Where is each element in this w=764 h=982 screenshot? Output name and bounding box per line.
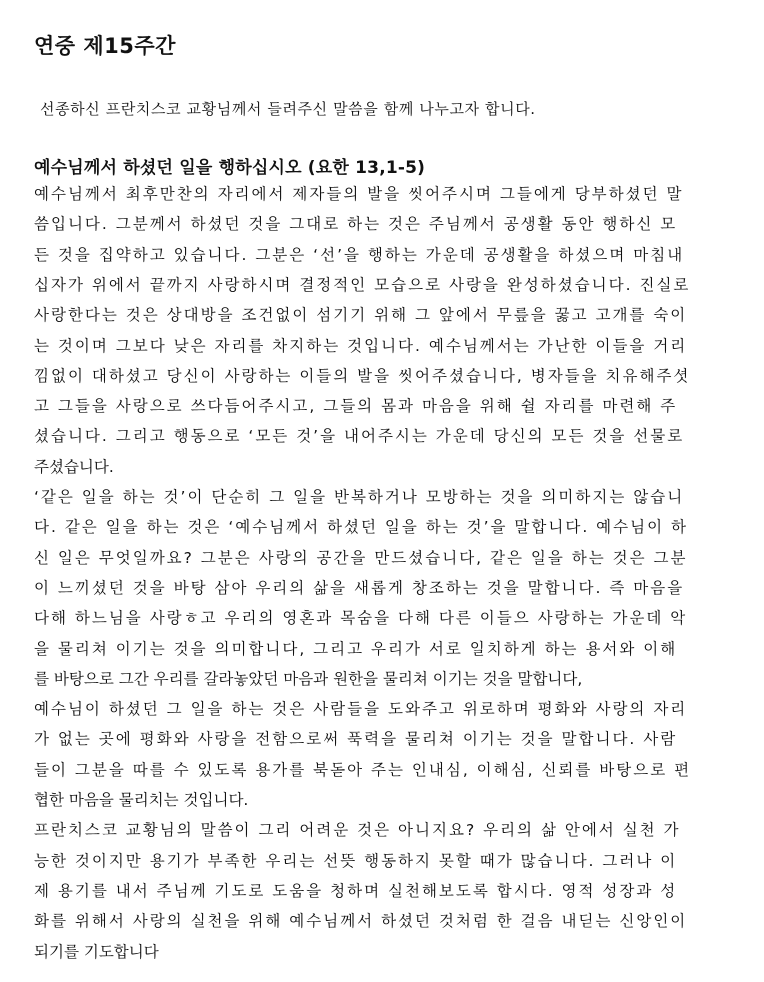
body-line: ‘같은 일을 하는 것’이 단순히 그 일을 반복하거나 모방하는 것을 의미하지는 않습니 <box>34 488 685 506</box>
body-line: 되기를 기도합니다 <box>34 942 159 961</box>
body-line: 주셨습니다. <box>34 457 114 476</box>
body-line: 다해 하느님을 사랑ㅎ고 우리의 영혼과 목숨을 다해 다른 이들으 사랑하는 가운데 악 <box>34 609 688 628</box>
body-line: 화를 위해서 사랑의 실천을 위해 예수님께서 하셨던 것처럼 한 걸음 내딛는 신앙인이 <box>34 912 688 931</box>
body-line: 프란치스코 교황님의 말씀이 그리 어려운 것은 아니지요? 우리의 삶 안에서 실천 가 <box>34 821 681 840</box>
body-line: 가 없는 곳에 평화와 사랑을 전함으로써 푹력을 물리쳐 이기는 것을 말합니다. 사람 <box>34 730 678 749</box>
body-line: 든 것을 집약하고 있습니다. 그분은 ‘선’을 행하는 가운데 공생활을 하셨으며 마침내 <box>34 245 685 264</box>
body-line: 사랑한다는 것은 상대방을 조건없이 섬기기 위해 그 앞에서 무릎을 꿇고 고개를 숙이 <box>34 306 688 325</box>
body-line: 신 일은 무엇일까요? 그분은 사랑의 공간을 만드셨습니다, 같은 일을 하는 것은 그분 <box>34 548 688 567</box>
body-line: 들이 그분을 따를 수 있도록 용가를 북돋아 주는 인내심, 이해심, 신뢰를 바탕으로 편 <box>34 760 692 779</box>
body-line: 예수님이 하셨던 그 일을 하는 것은 사람들을 도와주고 위로하며 평화와 사랑의 자리 <box>34 700 688 719</box>
body-line: 을 물리쳐 이기는 것을 의미합니다, 그리고 우리가 서로 일치하게 하는 용서와 이해 <box>34 639 678 658</box>
body-line: 셨습니다. 그리고 행동으로 ‘모든 것’을 내어주시는 가운데 당신의 모든 것을 선물로 <box>34 427 685 446</box>
body-line: 이 느끼셨던 것을 바탕 삼아 우리의 삶을 새롭게 창조하는 것을 말합니다. 즉 마음을 <box>34 578 685 597</box>
body-line: 다. 같은 일을 하는 것은 ‘예수님께서 하셨던 일을 하는 것’을 말합니다. 예수님이 하 <box>34 518 688 537</box>
intro-text: 선종하신 프란치스코 교황님께서 들려주신 말씀을 함께 나누고자 합니다. <box>40 100 536 118</box>
body-line: 씀입니다. 그분께서 하셨던 것을 그대로 하는 것은 주님께서 공생활 동안 행하신 모 <box>34 215 678 234</box>
section-heading: 예수님께서 하셨던 일을 행하십시오 (요한 13,1-5) <box>34 158 426 178</box>
body-line: 예수님께서 최후만찬의 자리에서 제자들의 발을 씻어주시며 그들에게 당부하셨던 말 <box>34 185 684 203</box>
body-line: 는 것이며 그보다 낮은 자리를 차지하는 것입니다. 예수님께서는 가난한 이들을 거리 <box>34 336 688 355</box>
body-line: 협한 마음을 물리치는 것입니다. <box>34 791 249 809</box>
body-line: 낌없이 대하셨고 당신이 사랑하는 이들의 발을 씻어주셨습니다, 병자들을 치유해주셧 <box>34 366 691 385</box>
body-line: 고 그들을 사랑으로 쓰다듬어주시고, 그들의 몸과 마음을 위해 쉴 자리를 마련해 주 <box>34 397 678 416</box>
body-line: 를 바탕으로 그간 우리를 갈라놓았던 마음과 원한을 물리쳐 이기는 것을 말합니다, <box>34 669 583 688</box>
body-line: 제 용기를 내서 주님께 기도로 도움을 청하며 실천해보도록 합시다. 영적 성장과 성 <box>34 881 678 900</box>
body-line: 십자가 위에서 끝까지 사랑하시며 결정적인 모습으로 사랑을 완성하셨습니다. 진실로 <box>34 275 691 294</box>
page-title: 연중 제15주간 <box>34 34 176 58</box>
body-line: 능한 것이지만 용기가 부족한 우리는 선뜻 행동하지 못할 때가 많습니다. 그러나 이 <box>34 851 678 870</box>
